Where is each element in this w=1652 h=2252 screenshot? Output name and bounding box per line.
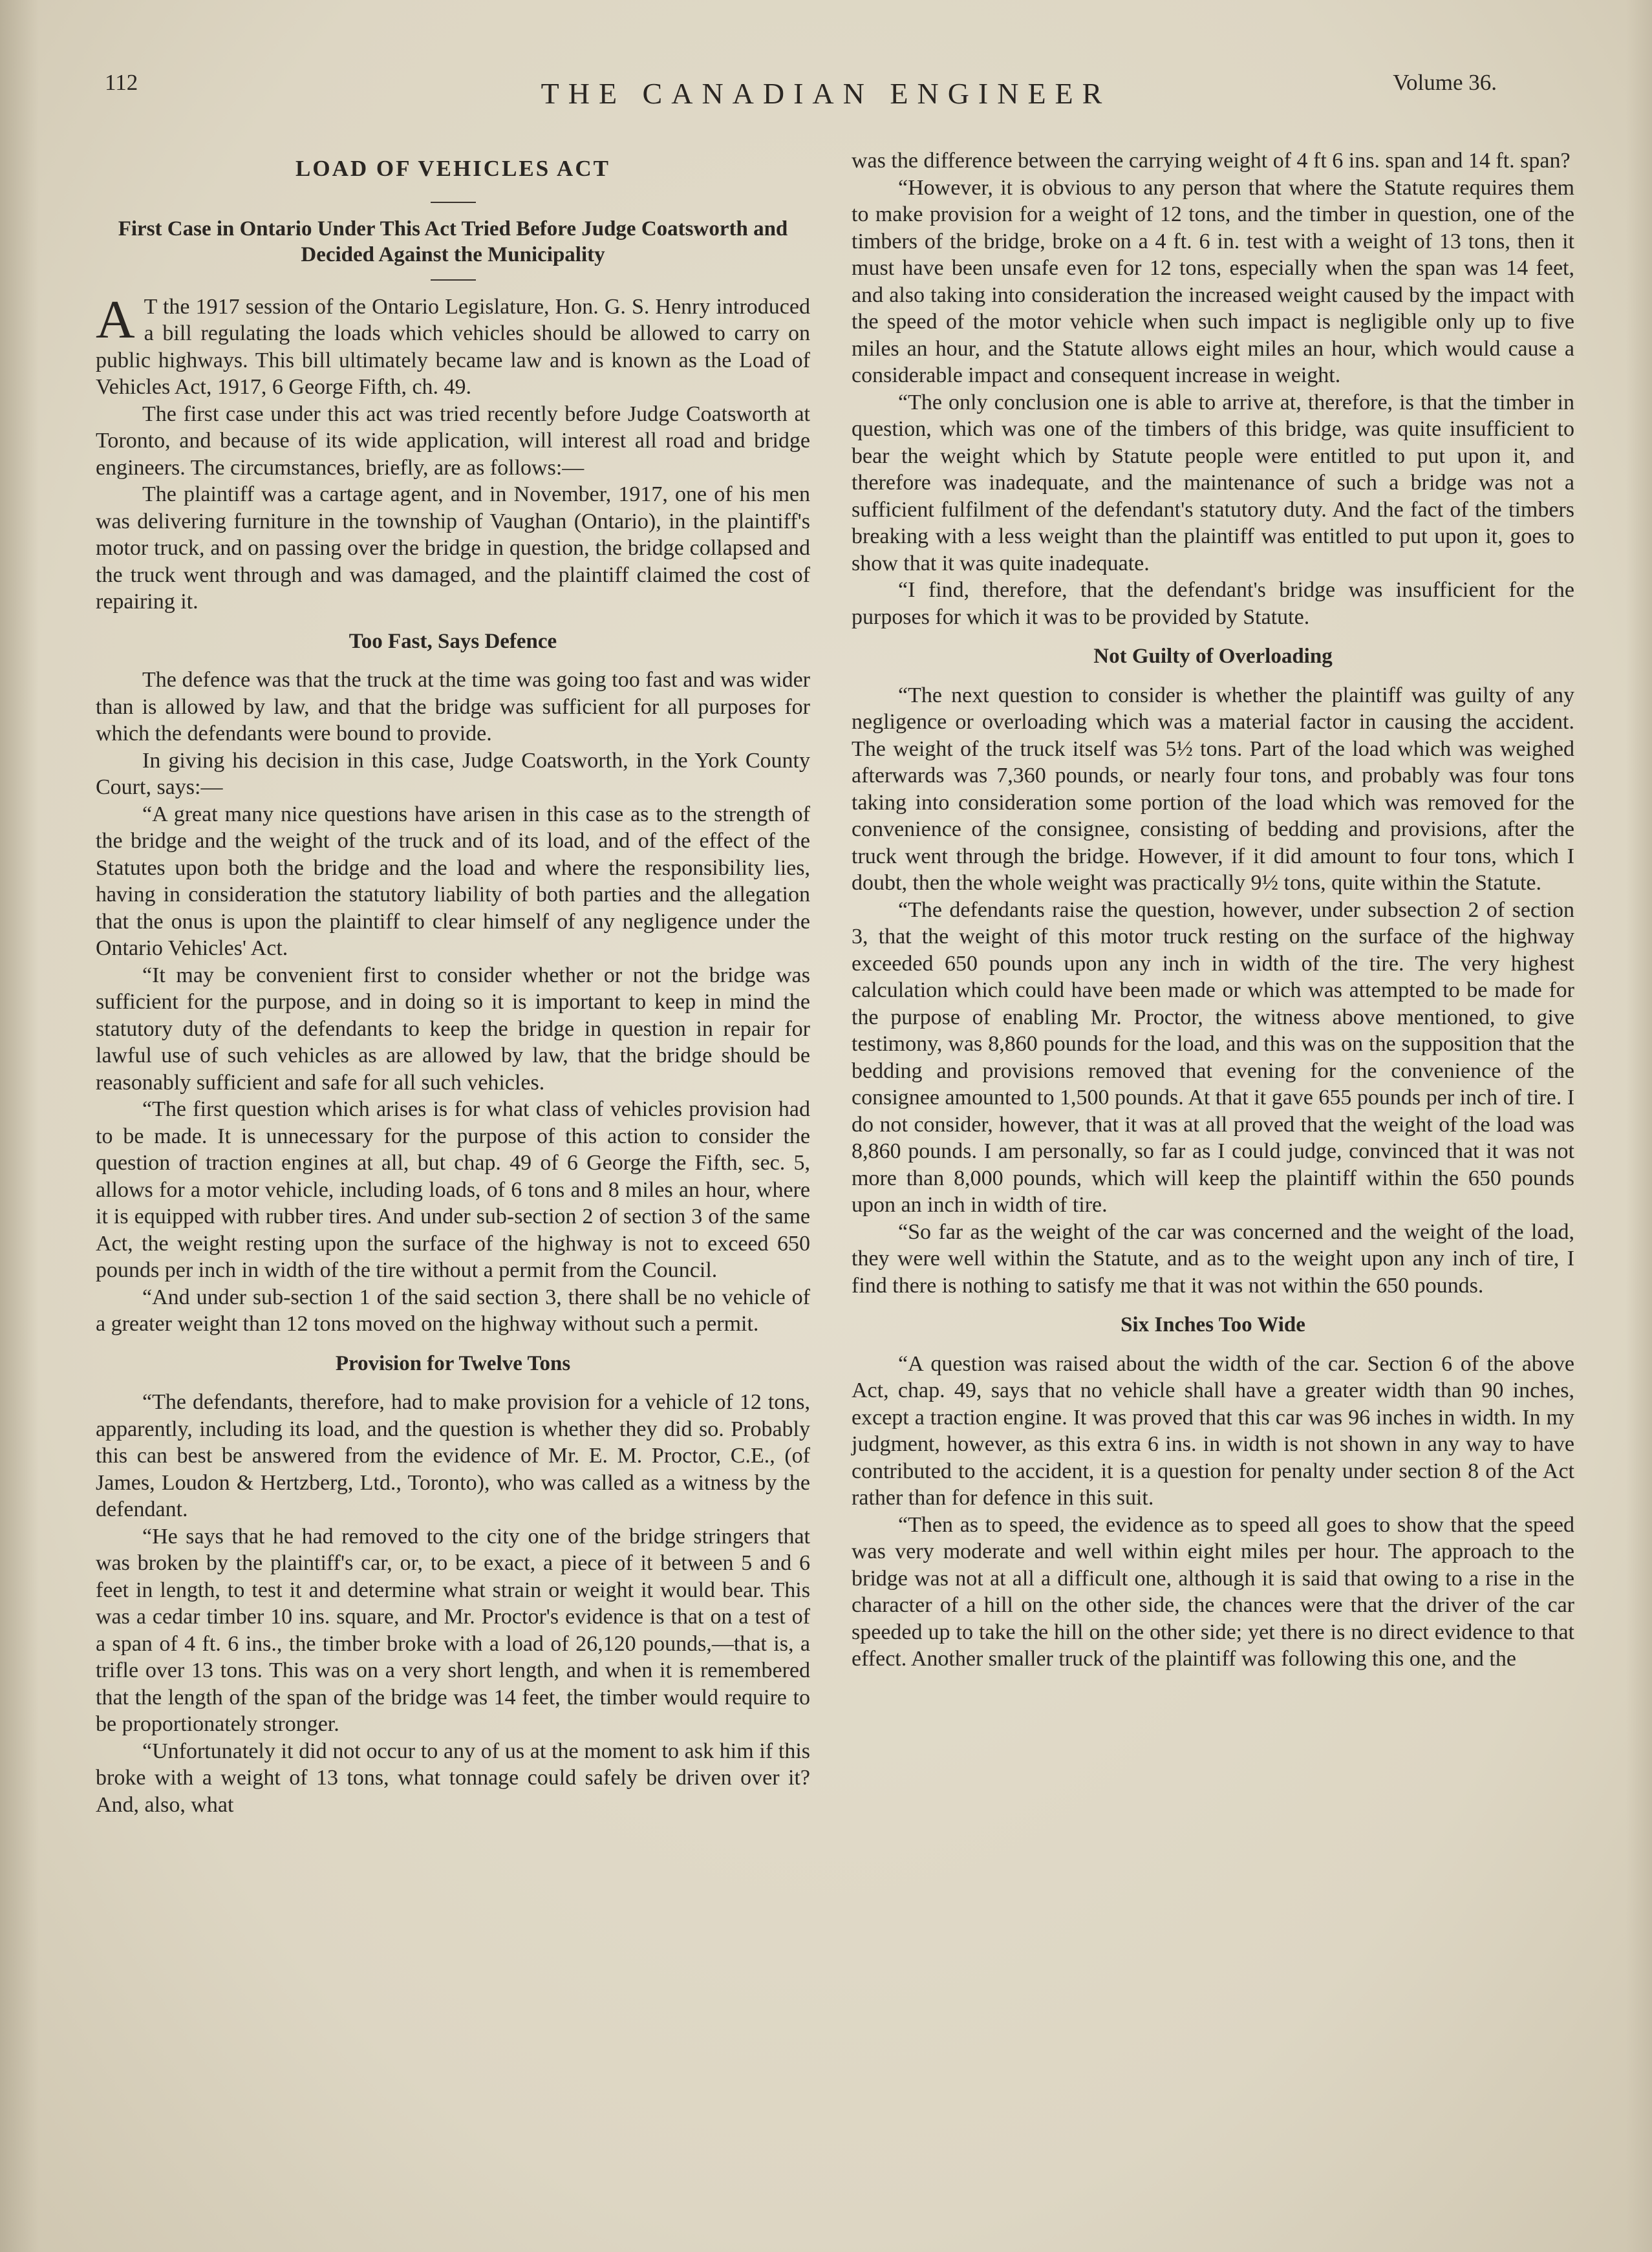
paragraph: “It may be convenient first to consider whether or not the bridge was sufficient for the purpose, and in doing so it is important to keep in mind the statutory duty of the defendants to keep the bridge in question in repair for lawful use of such vehicles as are allowed by law, that the bridge should be reasonably sufficient and safe for all such vehicles. bbox=[96, 963, 810, 1095]
paragraph: The defence was that the truck at the time was going too fast and was wider than is allowed by law, and that the bridge was sufficient for all purposes for which the defendants were bound to provide. bbox=[96, 668, 810, 745]
section-heading: Six Inches Too Wide bbox=[1121, 1313, 1305, 1336]
paragraph: was the difference between the carrying weight of 4 ft 6 ins. span and 14 ft. span? bbox=[852, 149, 1571, 173]
paragraph: “Then as to speed, the evidence as to speed all goes to show that the speed was very moderate and well within eight miles per hour. The approach to the bridge was not at all a difficult one, although it is said that owing to a rise in the character of a hill on the other side, the chances were that the driver of the car speeded up to take the hill on the other side; yet there is no direct evidence to that effect. Another smaller truck of the plaintiff was following this one, and the bbox=[852, 1512, 1574, 1671]
page-number: 112 bbox=[105, 70, 138, 95]
article-subtitle: First Case in Ontario Under This Act Tried Before Judge Coatsworth and Decided Against the Municipality bbox=[118, 217, 788, 266]
title-divider bbox=[431, 202, 476, 203]
section-heading: Provision for Twelve Tons bbox=[335, 1351, 571, 1375]
paragraph: “The only conclusion one is able to arrive at, therefore, is that the timber in question, which was one of the timbers of this bridge, was quite insufficient to bear the weight which by Statute people were entitled to put upon it, and therefore was inadequate, and the maintenance of such a bridge was not a sufficient fulfilment of the defendant's statutory duty. And the fact of the timbers breaking with a less weight than the plaintiff was entitled to put upon it, goes to show that it was quite inadequate. bbox=[852, 390, 1574, 575]
paragraph-text: T the 1917 session of the Ontario Legislature, Hon. G. S. Henry introduced a bill regulating the loads which vehicles should be allowed to carry on public highways. This bill ultimately became law and is known as the Load of Vehicles Act, 1917, 6 George Fifth, ch. 49. bbox=[96, 294, 810, 399]
paragraph: “Unfortunately it did not occur to any of us at the moment to ask him if this broke with a weight of 13 tons, what tonnage could safely be driven over it? And, also, what bbox=[96, 1739, 810, 1817]
section-heading: Not Guilty of Overloading bbox=[1093, 645, 1333, 668]
paragraph: The first case under this act was tried recently before Judge Coatsworth at Toronto, and because of its wide application, will interest all road and bridge engineers. The circumstances, briefly, are as follows:— bbox=[96, 402, 810, 480]
right-column bbox=[852, 147, 1574, 1673]
paragraph: “I find, therefore, that the defendant's bridge was insufficient for the purposes for which it was to be provided by Statute. bbox=[852, 578, 1574, 629]
paragraph: “And under sub-section 1 of the said section 3, there shall be no vehicle of a greater weight than 12 tons moved on the highway without such a permit. bbox=[96, 1285, 810, 1336]
paragraph: The plaintiff was a cartage agent, and in November, 1917, one of his men was delivering furniture in the township of Vaughan (Ontario), in the plaintiff's motor truck, and on passing over the bridge in question, the bridge collapsed and the truck went through and was damaged, and the plaintiff claimed the cost of repairing it. bbox=[96, 482, 810, 614]
paragraph: “The defendants raise the question, however, under subsection 2 of section 3, that the weight of this motor truck resting on the surface of the highway exceeded 650 pounds upon any inch in width of the tire. The very highest calculation which could have been made or which was attempted to be made for the purpose of enabling Mr. Proctor, the witness above mentioned, to give testimony, was 8,860 pounds for the load, and this was on the supposition that the bedding and provisions removed that evening for the convenience of the consignee amounted to 1,500 pounds. At that it gave 655 pounds per inch of tire. I do not consider, however, that it was at all proved that the weight of the load was 8,860 pounds. I am personally, so far as I could judge, convinced that it was not more than 8,000 pounds, which will keep the plaintiff within the 650 pounds upon an inch in width of tire. bbox=[852, 897, 1575, 1217]
journal-title: THE CANADIAN ENGINEER bbox=[541, 77, 1111, 110]
paragraph: “The first question which arises is for what class of vehicles provision had to be made. It is unnecessary for the purpose of this action to consider the question of traction engines at all, but chap. 49 of 6 George the Fifth, sec. 5, allows for a motor vehicle, including loads, of 6 tons and 8 miles an hour, where it is equipped with rubber tires. And under sub-section 2 of section 3 of the same Act, the weight resting upon the surface of the highway is not to exceed 650 pounds per inch in width of the tire without a permit from the Council. bbox=[96, 1097, 810, 1282]
binding-shadow bbox=[0, 0, 39, 2252]
paragraph: In giving his decision in this case, Judge Coatsworth, in the York County Court, says:— bbox=[96, 748, 810, 799]
paragraph: “However, it is obvious to any person that where the Statute requires them to make provision for a weight of 12 tons, and the timber in question, one of the timbers of the bridge, broke on a 4 ft. 6 in. test with a weight of 13 tons, then it must have been unsafe even for 12 tons, especially when the span was 14 feet, and also taking into consideration the increased weight caused by the impact with the speed of the motor vehicle when such impact is negligible only up to five miles an hour, and the Statute allows eight miles an hour, which would cause a considerable impact and consequent increase in weight. bbox=[852, 175, 1574, 387]
article-title: LOAD OF VEHICLES ACT bbox=[295, 156, 610, 181]
paragraph: “A great many nice questions have arisen in this case as to the strength of the bridge and the weight of the truck and of its load, and of the effect of the Statutes upon both the bridge and the load and where the responsibility lies, having in consideration the statutory liability of both parties and the allegation that the onus is upon the plaintiff to clear himself of any negligence under the Ontario Vehicles' Act. bbox=[96, 802, 810, 960]
paragraph: “The defendants, therefore, had to make provision for a vehicle of 12 tons, apparently, including its load, and the question is whether they did so. Probably this can best be answered from the evidence of Mr. E. M. Proctor, C.E., (of James, Loudon & Hertzberg, Ltd., Toronto), who was called as a witness by the defendant. bbox=[96, 1390, 810, 1521]
page-edge-shadow bbox=[1626, 0, 1652, 2252]
subtitle-divider bbox=[431, 279, 476, 281]
left-column bbox=[96, 155, 810, 1818]
paragraph bbox=[96, 289, 810, 401]
paragraph: “A question was raised about the width of the car. Section 6 of the above Act, chap. 49, says that no vehicle shall have a greater width than 90 inches, except a traction engine. It was proved that this car was 96 inches in width. In my judgment, however, as this extra 6 ins. in width is not shown in any way to have contributed to the accident, it is a question for penalty under section 8 of the Act rather than for defence in this suit. bbox=[852, 1351, 1574, 1510]
drop-cap: A bbox=[96, 289, 135, 350]
paragraph: “So far as the weight of the car was concerned and the weight of the load, they were well within the Statute, and as to the weight upon any inch of tire, I find there is nothing to satisfy me that it was not within the 650 pounds. bbox=[852, 1219, 1574, 1298]
paragraph: “The next question to consider is whether the plaintiff was guilty of any negligence or overloading which was a material factor in causing the accident. The weight of the truck itself was 5½ tons. Part of the load which was weighed afterwards was 7,360 pounds, or nearly four tons, and probably was four tons taking into consideration some portion of the load which was removed for the convenience of the consignee, consisting of bedding and provisions, after the truck went through the bridge. However, if it did amount to four tons, which I doubt, then the whole weight was practically 9½ tons, quite within the Statute. bbox=[852, 683, 1574, 895]
section-heading: Too Fast, Says Defence bbox=[349, 629, 557, 653]
volume-label: Volume 36. bbox=[1393, 70, 1497, 95]
paragraph: “He says that he had removed to the city one of the bridge stringers that was broken by the plaintiff's car, or, to be exact, a piece of it between 5 and 6 feet in length, to test it and determine what strain or weight it would bear. This was a cedar timber 10 ins. square, and Mr. Proctor's evidence is that on a test of a span of 4 ft. 6 ins., the timber broke with a load of 26,120 pounds,—that is, a trifle over 13 tons. This was on a very short length, and when it is remembered that the length of the span of the bridge was 14 feet, the timber would require to be proportionately stronger. bbox=[96, 1524, 810, 1736]
